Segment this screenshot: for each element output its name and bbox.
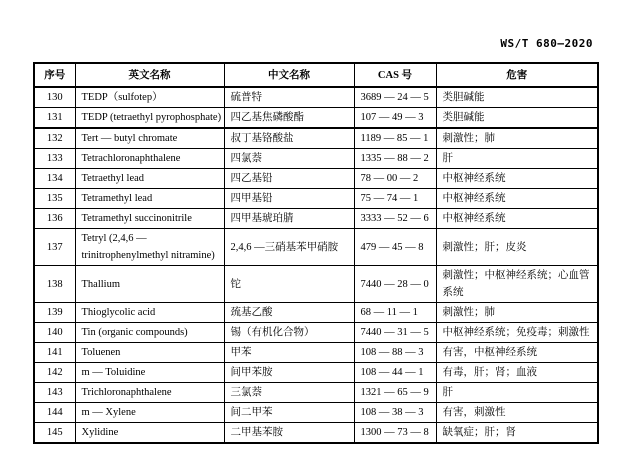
cell-hazard: 肝 <box>436 149 598 169</box>
cell-cas-number: 7440 — 28 — 0 <box>354 266 436 303</box>
cell-english-name: m — Xylene <box>75 403 224 423</box>
cell-hazard: 中枢神经系统 <box>436 209 598 229</box>
cell-index: 140 <box>34 323 75 343</box>
table-row <box>34 266 598 303</box>
cell-cas-number: 108 — 38 — 3 <box>354 403 436 423</box>
cell-index: 130 <box>34 87 75 108</box>
cell-cas-number: 108 — 88 — 3 <box>354 343 436 363</box>
table-row <box>34 87 598 108</box>
table-row <box>34 423 598 444</box>
cell-hazard: 中枢神经系统；免疫毒；刺激性 <box>436 323 598 343</box>
table-row <box>34 303 598 323</box>
col-header-chinese-name: 中文名称 <box>224 63 354 87</box>
cell-cas-number: 1300 — 73 — 8 <box>354 423 436 444</box>
cell-english-name: m — Toluidine <box>75 363 224 383</box>
table-row <box>34 343 598 363</box>
cell-chinese-name: 间甲苯胺 <box>224 363 354 383</box>
cell-hazard: 类胆碱能 <box>436 108 598 129</box>
cell-chinese-name: 四乙基铅 <box>224 169 354 189</box>
table-row <box>34 403 598 423</box>
cell-hazard: 有毒，肝；肾；血液 <box>436 363 598 383</box>
cell-hazard: 缺氧症；肝；肾 <box>436 423 598 444</box>
cell-chinese-name: 巯基乙酸 <box>224 303 354 323</box>
cell-cas-number: 75 — 74 — 1 <box>354 189 436 209</box>
cell-hazard: 刺激性；肺 <box>436 303 598 323</box>
table-row <box>34 128 598 149</box>
cell-index: 141 <box>34 343 75 363</box>
cell-english-name: Tetrachloronaphthalene <box>75 149 224 169</box>
cell-english-name: Thioglycolic acid <box>75 303 224 323</box>
cell-index: 137 <box>34 229 75 266</box>
cell-cas-number: 3689 — 24 — 5 <box>354 87 436 108</box>
cell-cas-number: 7440 — 31 — 5 <box>354 323 436 343</box>
cell-index: 145 <box>34 423 75 444</box>
table-row <box>34 108 598 129</box>
table-header-row <box>34 63 598 87</box>
cell-hazard: 刺激性；中枢神经系统；心血管系统 <box>436 266 598 303</box>
col-header-cas-number: CAS 号 <box>354 63 436 87</box>
cell-english-name: Xylidine <box>75 423 224 444</box>
cell-english-name: Trichloronaphthalene <box>75 383 224 403</box>
cell-hazard: 中枢神经系统 <box>436 189 598 209</box>
cell-index: 136 <box>34 209 75 229</box>
cell-chinese-name: 三氯萘 <box>224 383 354 403</box>
cell-index: 134 <box>34 169 75 189</box>
cell-english-name: Tetraethyl lead <box>75 169 224 189</box>
cell-index: 139 <box>34 303 75 323</box>
cell-cas-number: 3333 — 52 — 6 <box>354 209 436 229</box>
cell-chinese-name: 锡（有机化合物） <box>224 323 354 343</box>
cell-cas-number: 1335 — 88 — 2 <box>354 149 436 169</box>
cell-english-name: TEDP (tetraethyl pyrophosphate) <box>75 108 224 129</box>
cell-index: 133 <box>34 149 75 169</box>
cell-hazard: 刺激性；肺 <box>436 128 598 149</box>
table-row <box>34 383 598 403</box>
cell-chinese-name: 硫普特 <box>224 87 354 108</box>
cell-cas-number: 68 — 11 — 1 <box>354 303 436 323</box>
chemical-hazard-table <box>33 62 599 444</box>
cell-chinese-name: 铊 <box>224 266 354 303</box>
cell-chinese-name: 间二甲苯 <box>224 403 354 423</box>
cell-english-name: Tetryl (2,4,6 — trinitrophenylmethyl nitramine) <box>75 229 224 266</box>
cell-hazard: 肝 <box>436 383 598 403</box>
cell-chinese-name: 叔丁基铬酸盐 <box>224 128 354 149</box>
cell-index: 132 <box>34 128 75 149</box>
table-row <box>34 189 598 209</box>
cell-cas-number: 479 — 45 — 8 <box>354 229 436 266</box>
cell-english-name: Toluenen <box>75 343 224 363</box>
cell-cas-number: 78 — 00 — 2 <box>354 169 436 189</box>
cell-index: 144 <box>34 403 75 423</box>
table-row <box>34 149 598 169</box>
cell-index: 142 <box>34 363 75 383</box>
table-row <box>34 229 598 266</box>
cell-hazard: 中枢神经系统 <box>436 169 598 189</box>
cell-index: 138 <box>34 266 75 303</box>
cell-index: 135 <box>34 189 75 209</box>
cell-chinese-name: 二甲基苯胺 <box>224 423 354 444</box>
cell-hazard: 类胆碱能 <box>436 87 598 108</box>
cell-english-name: Tin (organic compounds) <box>75 323 224 343</box>
col-header-english-name: 英文名称 <box>75 63 224 87</box>
cell-english-name: Thallium <box>75 266 224 303</box>
cell-hazard: 有害，刺激性 <box>436 403 598 423</box>
cell-english-name: Tetramethyl succinonitrile <box>75 209 224 229</box>
cell-chinese-name: 甲苯 <box>224 343 354 363</box>
cell-chinese-name: 四乙基焦磷酸酯 <box>224 108 354 129</box>
cell-index: 131 <box>34 108 75 129</box>
table-body <box>34 87 598 443</box>
cell-cas-number: 1321 — 65 — 9 <box>354 383 436 403</box>
cell-chinese-name: 四甲基琥珀腈 <box>224 209 354 229</box>
col-header-hazard: 危害 <box>436 63 598 87</box>
table-row <box>34 363 598 383</box>
col-header-index: 序号 <box>34 63 75 87</box>
cell-english-name: TEDP（sulfotep） <box>75 87 224 108</box>
table-row <box>34 209 598 229</box>
cell-hazard: 有害，中枢神经系统 <box>436 343 598 363</box>
cell-cas-number: 107 — 49 — 3 <box>354 108 436 129</box>
table-row <box>34 323 598 343</box>
table-row <box>34 169 598 189</box>
cell-english-name: Tetramethyl lead <box>75 189 224 209</box>
cell-chinese-name: 四氯萘 <box>224 149 354 169</box>
cell-index: 143 <box>34 383 75 403</box>
cell-cas-number: 1189 — 85 — 1 <box>354 128 436 149</box>
cell-english-name: Tert — butyl chromate <box>75 128 224 149</box>
cell-hazard: 刺激性；肝；皮炎 <box>436 229 598 266</box>
cell-cas-number: 108 — 44 — 1 <box>354 363 436 383</box>
cell-chinese-name: 四甲基铅 <box>224 189 354 209</box>
standard-number: WS/T 680—2020 <box>500 37 593 50</box>
cell-chinese-name: 2,4,6 —三硝基苯甲硝胺 <box>224 229 354 266</box>
